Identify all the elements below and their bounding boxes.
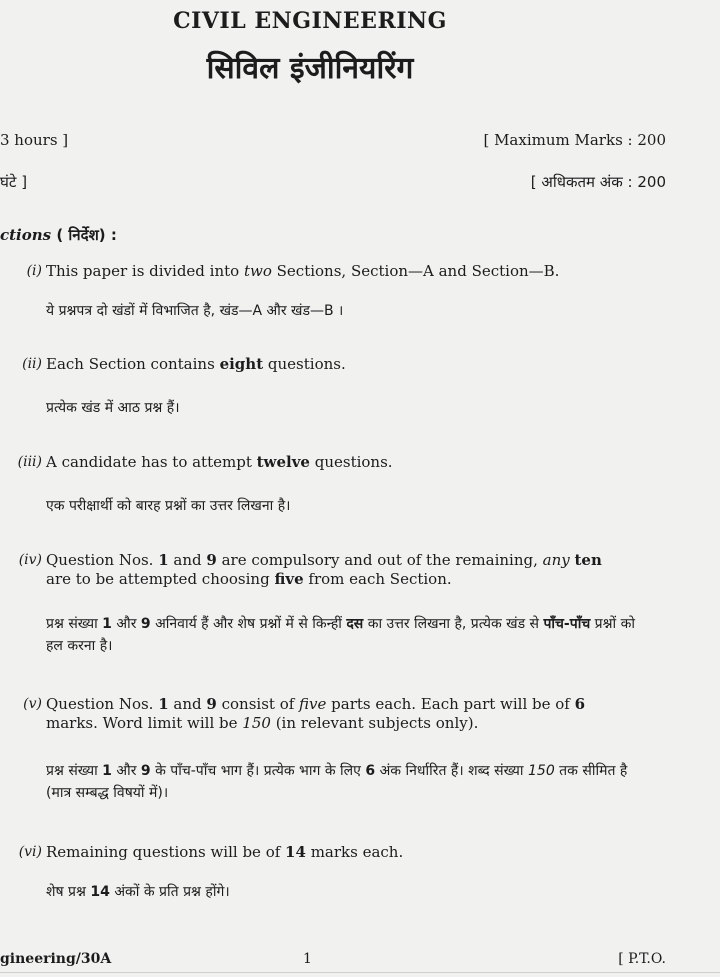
instruction-hi: प्रत्येक खंड में आठ प्रश्न हैं।	[46, 400, 180, 416]
text: This paper is divided into	[46, 262, 244, 280]
text: A candidate has to attempt	[46, 453, 257, 471]
instruction-hi	[46, 613, 636, 657]
emphasis: five	[299, 695, 327, 713]
item-number: (i)	[26, 263, 42, 279]
text: शेष प्रश्न	[46, 884, 91, 900]
page-number: 1	[303, 951, 312, 967]
text: के पाँच-पाँच भाग हैं। प्रत्येक भाग के लिए	[150, 763, 366, 779]
text: from each Section.	[303, 570, 452, 588]
emphasis: 9	[140, 763, 151, 779]
text: अंक निर्धारित हैं। शब्द संख्या	[375, 763, 528, 779]
text: Sections, Section—A and Section—B.	[271, 262, 560, 280]
emphasis: 9	[140, 616, 151, 632]
time-allowed-en: 3 hours ]	[0, 131, 69, 149]
text: and	[168, 551, 207, 569]
time-allowed-hi: घंटे ]	[0, 173, 28, 191]
text: तक सीमित है (मात्र सम्बद्ध विषयों में)।	[46, 763, 628, 801]
emphasis: two	[243, 262, 272, 280]
text: (in relevant subjects only).	[270, 714, 479, 732]
item-number: (v)	[23, 696, 42, 712]
text: are to be attempted choosing	[46, 570, 275, 588]
text: are compulsory and out of the remaining,	[216, 551, 543, 569]
title-english: CIVIL ENGINEERING	[173, 8, 447, 34]
emphasis: 1	[102, 616, 112, 632]
emphasis: पाँच-पाँच	[543, 616, 591, 632]
emphasis: 6	[574, 695, 586, 713]
text: parts each. Each part will be of	[326, 695, 575, 713]
emphasis: eight	[219, 355, 264, 373]
emphasis: दस	[346, 616, 364, 632]
maximum-marks-en: [ Maximum Marks : 200	[483, 131, 666, 149]
emphasis: 9	[206, 695, 217, 713]
instruction-hi: ये प्रश्नपत्र दो खंडों में विभाजित है, खंड—A और खंड—B ।	[46, 303, 344, 319]
paper-code: gineering/30A	[0, 951, 112, 967]
emphasis: 9	[206, 551, 217, 569]
instructions-heading	[0, 225, 117, 245]
emphasis: 1	[102, 763, 112, 779]
emphasis: 14	[90, 884, 110, 900]
text: Remaining questions will be of	[46, 843, 286, 861]
instruction-en	[46, 551, 628, 589]
emphasis: 1	[158, 695, 169, 713]
text: का उत्तर लिखना है, प्रत्येक खंड से	[363, 616, 544, 632]
text: अंकों के प्रति प्रश्न होंगे।	[109, 884, 230, 900]
instruction-en	[46, 695, 628, 733]
text: और	[111, 616, 141, 632]
instructions-heading-hi: ( निर्देश) :	[51, 226, 117, 244]
emphasis: 150	[242, 714, 271, 732]
text: and	[168, 695, 207, 713]
emphasis: 150	[528, 763, 555, 779]
emphasis: twelve	[256, 453, 310, 471]
text: प्रश्न संख्या	[46, 616, 103, 632]
text: प्रश्नों को हल करना है।	[46, 616, 635, 654]
item-number: (iii)	[17, 454, 42, 470]
text: questions.	[263, 355, 346, 373]
emphasis: 1	[158, 551, 169, 569]
text: और	[111, 763, 141, 779]
item-number: (ii)	[22, 356, 42, 372]
text: questions.	[309, 453, 393, 471]
emphasis: five	[274, 570, 304, 588]
item-number: (vi)	[18, 844, 42, 860]
text: consist of	[216, 695, 300, 713]
pto-note: [ P.T.O.	[618, 951, 666, 967]
maximum-marks-hi: [ अधिकतम अंक : 200	[530, 173, 666, 191]
emphasis: any	[542, 551, 570, 569]
bottom-edge	[0, 972, 720, 973]
text: marks each.	[305, 843, 404, 861]
instruction-en	[46, 262, 628, 281]
text: Question Nos.	[46, 695, 159, 713]
text: प्रश्न संख्या	[46, 763, 103, 779]
text: marks. Word limit will be	[46, 714, 243, 732]
instruction-en	[46, 355, 628, 374]
emphasis: 14	[285, 843, 306, 861]
instruction-hi	[46, 881, 636, 903]
emphasis: ten	[574, 551, 602, 569]
item-number: (iv)	[18, 552, 42, 568]
instruction-en	[46, 453, 628, 472]
instruction-en	[46, 843, 628, 862]
text: अनिवार्य हैं और शेष प्रश्नों में से किन्हीं	[150, 616, 347, 632]
instruction-hi: एक परीक्षार्थी को बारह प्रश्नों का उत्तर लिखना है।	[46, 498, 291, 514]
text: Each Section contains	[46, 355, 220, 373]
title-hindi: सिविल इंजीनियरिंग	[206, 51, 414, 86]
emphasis: 6	[365, 763, 376, 779]
instructions-heading-en: ctions	[0, 226, 52, 244]
text: Question Nos.	[46, 551, 159, 569]
instruction-hi	[46, 760, 636, 804]
